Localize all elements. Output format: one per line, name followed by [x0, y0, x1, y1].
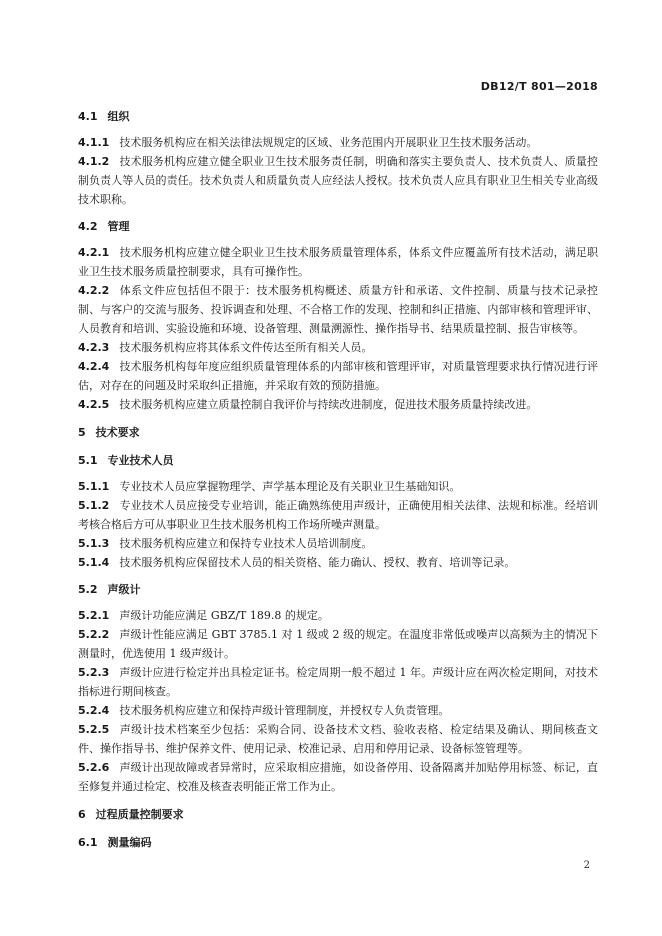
- clause-number: 5.2.5: [78, 723, 110, 736]
- clause-paragraph: [78, 758, 598, 796]
- clause-paragraph: [78, 338, 598, 357]
- document-body: [78, 107, 598, 852]
- clause-text: 声级计功能应满足 GBZ/T 189.8 的规定。: [119, 609, 329, 622]
- clause-number: 4.2.4: [78, 360, 110, 373]
- clause-paragraph: [78, 395, 598, 414]
- clause-paragraph: [78, 357, 598, 395]
- clause-text: 技术服务机构应建立健全职业卫生技术服务责任制，明确和落实主要负责人、技术负责人、质量控制负责人等人员的责任。技术负责人和质量负责人应经法人授权。技术负责人应具有职业卫生相关专业高级技术职称。: [78, 155, 598, 206]
- clause-text: 技术服务机构每年度应组织质量管理体系的内部审核和管理评审，对质量管理要求执行情况进行评估，对存在的问题及时采取纠正措施，并采取有效的预防措施。: [78, 360, 598, 392]
- clause-number: 5.2.4: [78, 704, 110, 717]
- clause-number: 4.1.2: [78, 155, 110, 168]
- clause-number: 4.2.5: [78, 398, 110, 411]
- clause-text: 声级计出现故障或者异常时，应采取相应措施，如设备停用、设备隔离并加贴停用标签、标记，直至修复并通过检定、校准及核查表明能正常工作为止。: [78, 761, 598, 793]
- clause-number: 6.1: [78, 836, 98, 849]
- clause-number: 5.1.2: [78, 499, 110, 512]
- clause-paragraph: [78, 606, 598, 625]
- clause-title: 专业技术人员: [107, 454, 174, 467]
- clause-number: 4.2: [78, 220, 98, 233]
- chapter-number: 5: [78, 426, 86, 439]
- chapter-heading: [78, 805, 598, 824]
- clause-paragraph: [78, 281, 598, 338]
- clause-paragraph: [78, 243, 598, 281]
- clause-text: 技术服务机构应建立和保持专业技术人员培训制度。: [119, 537, 373, 550]
- clause-paragraph: [78, 553, 598, 572]
- clause-paragraph: [78, 496, 598, 534]
- clause-paragraph: [78, 720, 598, 758]
- clause-paragraph: [78, 625, 598, 663]
- clause-text: 技术服务机构应建立质量控制自我评价与持续改进制度，促进技术服务质量持续改进。: [119, 398, 538, 411]
- clause-heading: [78, 833, 598, 852]
- clause-number: 5.2.2: [78, 628, 110, 641]
- clause-number: 5.2.1: [78, 609, 110, 622]
- clause-number: 5.1.4: [78, 556, 110, 569]
- chapter-title: 过程质量控制要求: [95, 808, 184, 821]
- clause-paragraph: [78, 152, 598, 209]
- clause-paragraph: [78, 133, 598, 152]
- clause-number: 4.2.1: [78, 246, 110, 259]
- clause-text: 技术服务机构应建立健全职业卫生技术服务质量管理体系，体系文件应覆盖所有技术活动，满足职业卫生技术服务质量控制要求，具有可操作性。: [78, 246, 598, 278]
- clause-heading: [78, 451, 598, 470]
- clause-number: 4.1.1: [78, 136, 110, 149]
- clause-paragraph: [78, 663, 598, 701]
- chapter-title: 技术要求: [95, 426, 140, 439]
- clause-number: 4.2.2: [78, 284, 110, 297]
- clause-number: 4.1: [78, 110, 98, 123]
- clause-title: 组织: [107, 110, 130, 123]
- clause-text: 技术服务机构应将其体系文件传达至所有相关人员。: [119, 341, 373, 354]
- clause-text: 专业技术人员应接受专业培训，能正确熟练使用声级计，正确使用相关法律、法规和标准。经培训考核合格后方可从事职业卫生技术服务机构工作场所噪声测量。: [78, 499, 598, 531]
- clause-paragraph: [78, 701, 598, 720]
- clause-paragraph: [78, 477, 598, 496]
- clause-heading: [78, 107, 598, 126]
- clause-paragraph: [78, 534, 598, 553]
- clause-text: 体系文件应包括但不限于：技术服务机构概述、质量方针和承诺、文件控制、质量与技术记录控制、与客户的交流与服务、投诉调查和处理、不合格工作的发现、控制和纠正措施、内部审核和管理评审、人员教育和培训、实验设施和环境、设备管理、测量溯源性、操作指导书、结果质量控制、报告审核等。: [78, 284, 598, 335]
- clause-text: 声级计应进行检定并出具检定证书。检定周期一般不超过 1 年。声级计应在两次检定期间，对技术指标进行期间核查。: [78, 666, 598, 698]
- clause-number: 5.2.6: [78, 761, 110, 774]
- clause-text: 声级计技术档案至少包括：采购合同、设备技术文档、验收表格、检定结果及确认、期间核查文件、操作指导书、维护保养文件、使用记录、校准记录、启用和停用记录、设备标签管理等。: [78, 723, 598, 755]
- clause-number: 5.2: [78, 583, 98, 596]
- clause-number: 5.1.3: [78, 537, 110, 550]
- clause-number: 5.1: [78, 454, 98, 467]
- clause-text: 技术服务机构应建立和保持声级计管理制度，并授权专人负责管理。: [119, 704, 450, 717]
- document-code: DB12/T 801—2018: [480, 80, 598, 93]
- clause-title: 声级计: [107, 583, 141, 596]
- clause-text: 声级计性能应满足 GBT 3785.1 对 1 级或 2 级的规定。在温度非常低或噪声以高频为主的情况下测量时，优选使用 1 级声级计。: [78, 628, 598, 660]
- clause-title: 测量编码: [107, 836, 152, 849]
- clause-number: 5.2.3: [78, 666, 110, 679]
- clause-text: 专业技术人员应掌握物理学、声学基本理论及有关职业卫生基础知识。: [119, 480, 461, 493]
- clause-number: 5.1.1: [78, 480, 110, 493]
- clause-number: 4.2.3: [78, 341, 110, 354]
- clause-title: 管理: [107, 220, 130, 233]
- clause-heading: [78, 580, 598, 599]
- clause-heading: [78, 217, 598, 236]
- chapter-number: 6: [78, 808, 86, 821]
- page-number: 2: [583, 860, 590, 871]
- clause-text: 技术服务机构应在相关法律法规规定的区域、业务范围内开展职业卫生技术服务活动。: [119, 136, 538, 149]
- chapter-heading: [78, 423, 598, 442]
- clause-text: 技术服务机构应保留技术人员的相关资格、能力确认、授权、教育、培训等记录。: [119, 556, 516, 569]
